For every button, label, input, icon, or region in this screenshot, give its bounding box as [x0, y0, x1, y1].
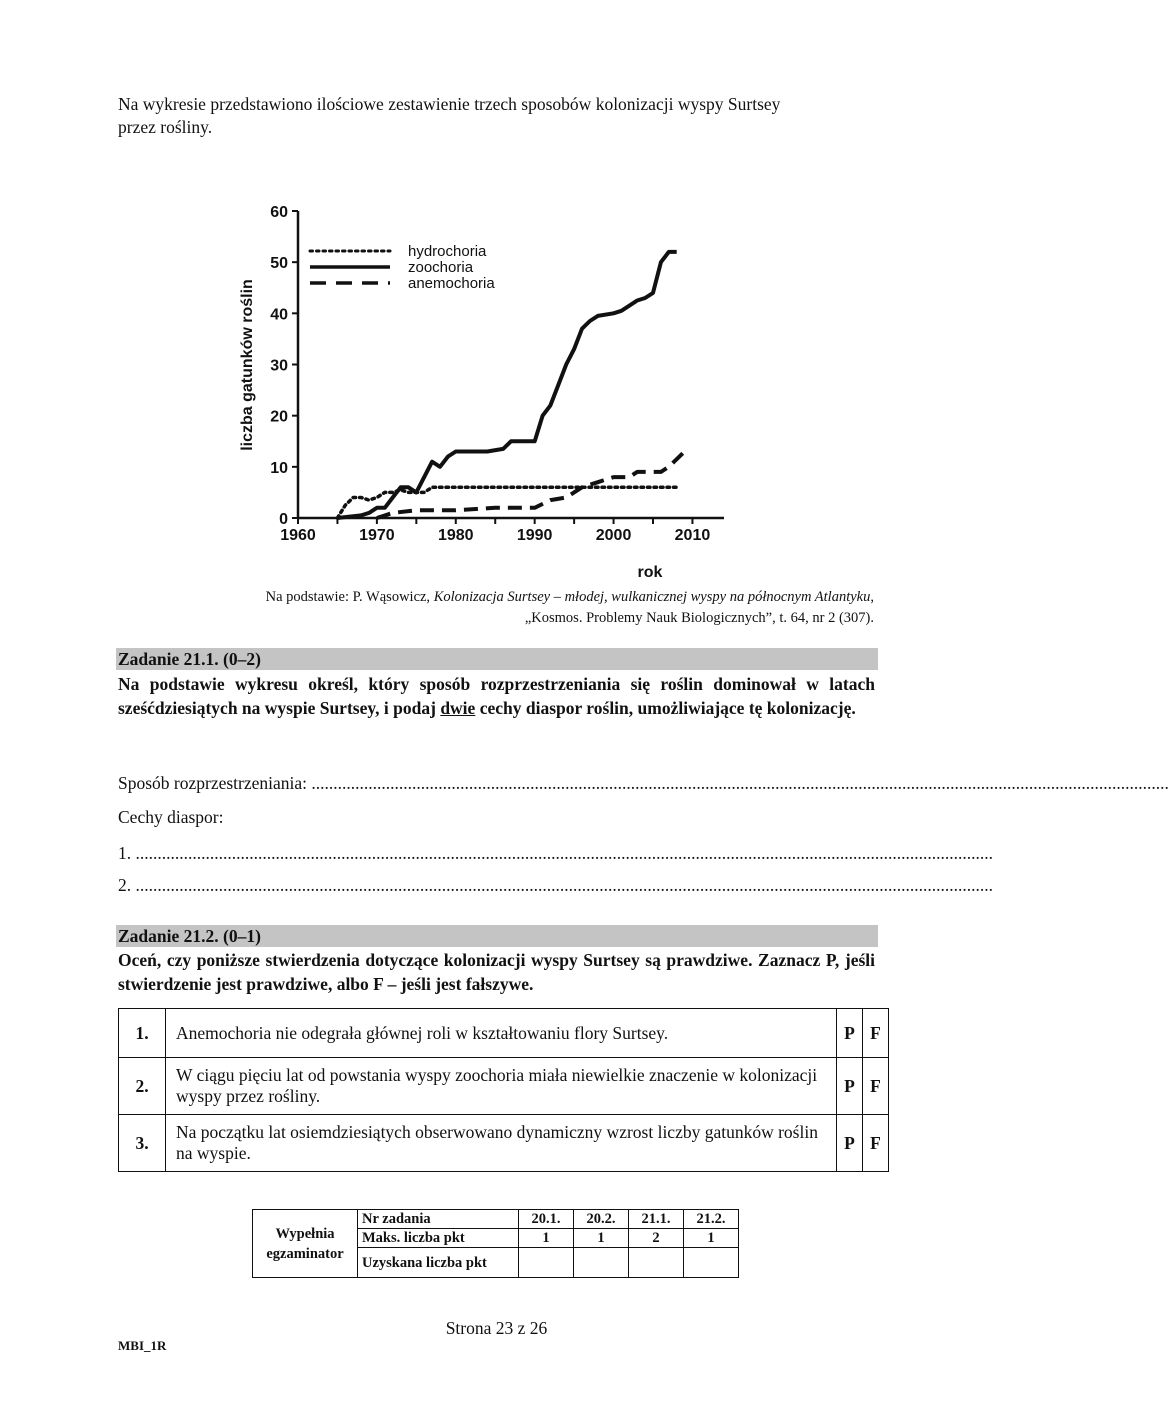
examiner-table: [252, 1209, 739, 1278]
feature-number-2: 2.: [118, 875, 136, 895]
task-21-1-underlined-word: dwie: [440, 698, 476, 718]
spread-answer-line[interactable]: [118, 772, 1169, 794]
examiner-label-line-2: egzaminator: [266, 1245, 344, 1262]
statement-number: 1.: [119, 1009, 166, 1058]
legend-label-hydrochoria: hydrochoria: [408, 243, 487, 260]
x-axis-label: rok: [637, 564, 663, 581]
intro-text: [118, 93, 878, 139]
y-axis-label: liczba gatunków roślin: [239, 279, 256, 451]
max-points-label: Maks. liczba pkt: [358, 1229, 519, 1248]
statement-number: 3.: [119, 1115, 166, 1172]
statement-row: [119, 1009, 889, 1058]
task-21-1-question-end: cechy diaspor roślin, umożliwiające tę kolonizację.: [475, 698, 856, 718]
obtained-points-label: Uzyskana liczba pkt: [358, 1248, 519, 1278]
true-option[interactable]: P: [837, 1115, 863, 1172]
task-21-1-question-start: Na podstawie wykresu określ, który sposób rozprzestrzeniania się roślin dominował w latach sześćdziesiątych na wyspie Surtsey, i podaj: [118, 674, 875, 718]
exam-code: MBI_1R: [118, 1338, 167, 1353]
task-21-2-header: Zadanie 21.2. (0–1): [116, 925, 878, 947]
false-option[interactable]: F: [863, 1058, 889, 1115]
series-line-zoochoria: [337, 252, 676, 518]
feature-answer-line-2[interactable]: [118, 874, 993, 896]
y-tick-label: 10: [270, 459, 288, 477]
task-number-cell: 21.2.: [684, 1210, 739, 1229]
source-prefix: Na podstawie: P. Wąsowicz,: [265, 589, 434, 605]
source-line-2: „Kosmos. Problemy Nauk Biologicznych”, t. 64, nr 2 (307).: [524, 610, 874, 626]
task-number-cell: 20.1.: [519, 1210, 574, 1229]
false-option[interactable]: F: [863, 1009, 889, 1058]
answer-dots: ....................................................................................................................................................................................................: [135, 875, 993, 895]
y-tick-label: 50: [270, 255, 288, 273]
series-line-anemochoria: [377, 452, 685, 519]
statement-text: Anemochoria nie odegrała głównej roli w kształtowaniu flory Surtsey.: [166, 1009, 837, 1058]
feature-number-1: 1.: [118, 843, 136, 863]
x-tick-label: 1990: [516, 527, 553, 544]
source-title: Kolonizacja Surtsey – młodej, wulkanicznej wyspy na północnym Atlantyku: [433, 589, 871, 605]
feature-answer-line-1[interactable]: [118, 842, 993, 864]
task-number-cell: 21.1.: [629, 1210, 684, 1229]
x-tick-label: 2010: [674, 527, 711, 544]
colonization-line-chart: [230, 190, 750, 590]
obtained-points-cell[interactable]: [574, 1248, 629, 1278]
answer-dots: ....................................................................................................................................................................................................: [135, 843, 993, 863]
y-tick-label: 30: [270, 357, 288, 375]
x-tick-label: 1980: [437, 527, 474, 544]
legend-label-zoochoria: zoochoria: [408, 259, 474, 276]
obtained-points-cell[interactable]: [519, 1248, 574, 1278]
task-number-cell: 20.2.: [574, 1210, 629, 1229]
page-number: Strona 23 z 26: [445, 1318, 548, 1338]
x-tick-label: 1970: [359, 527, 395, 544]
obtained-points-cell[interactable]: [629, 1248, 684, 1278]
examiner-label-line-1: Wypełnia: [275, 1225, 335, 1242]
intro-line-1: Na wykresie przedstawiono ilościowe zestawienie trzech sposobów kolonizacji wyspy Surtsey: [118, 94, 781, 114]
obtained-points-cell[interactable]: [684, 1248, 739, 1278]
legend-label-anemochoria: anemochoria: [408, 275, 495, 292]
statement-text: Na początku lat osiemdziesiątych obserwowano dynamiczny wzrost liczby gatunków roślin na wyspie.: [166, 1115, 837, 1172]
true-option[interactable]: P: [837, 1009, 863, 1058]
statement-row: [119, 1115, 889, 1172]
spread-label: Sposób rozprzestrzeniania:: [118, 773, 312, 793]
max-points-cell: 1: [574, 1229, 629, 1248]
max-points-cell: 1: [519, 1229, 574, 1248]
y-tick-label: 60: [270, 204, 288, 221]
y-tick-label: 0: [279, 511, 288, 528]
source-suffix: ,: [870, 589, 874, 605]
examiner-label: [253, 1210, 358, 1278]
false-option[interactable]: F: [863, 1115, 889, 1172]
task-21-1-header: Zadanie 21.1. (0–2): [116, 648, 878, 670]
true-false-table: [118, 1008, 889, 1172]
max-points-cell: 1: [684, 1229, 739, 1248]
source-line-1: [160, 587, 874, 608]
statement-text: W ciągu pięciu lat od powstania wyspy zoochoria miała niewielkie znaczenie w kolonizacji wyspy przez rośliny.: [166, 1058, 837, 1115]
features-label: Cechy diaspor:: [118, 807, 224, 827]
task-21-2-question: Oceń, czy poniższe stwierdzenia dotyczące kolonizacji wyspy Surtsey są prawdziwe. Zaznacz P, jeśli stwierdzenie jest prawdziwe, albo F – jeśli jest fałszywe.: [118, 950, 875, 994]
x-tick-label: 1960: [280, 527, 316, 544]
task-number-label: Nr zadania: [358, 1210, 519, 1229]
max-points-cell: 2: [629, 1229, 684, 1248]
y-tick-label: 40: [270, 306, 288, 324]
source-citation: [160, 587, 874, 629]
true-option[interactable]: P: [837, 1058, 863, 1115]
task-21-1-question: [118, 672, 875, 720]
statement-number: 2.: [119, 1058, 166, 1115]
y-tick-label: 20: [270, 408, 288, 426]
statement-row: [119, 1058, 889, 1115]
x-tick-label: 2000: [595, 527, 632, 544]
answer-dots: ....................................................................................................................................................................................................: [311, 773, 1169, 793]
intro-line-2: przez rośliny.: [118, 117, 213, 137]
